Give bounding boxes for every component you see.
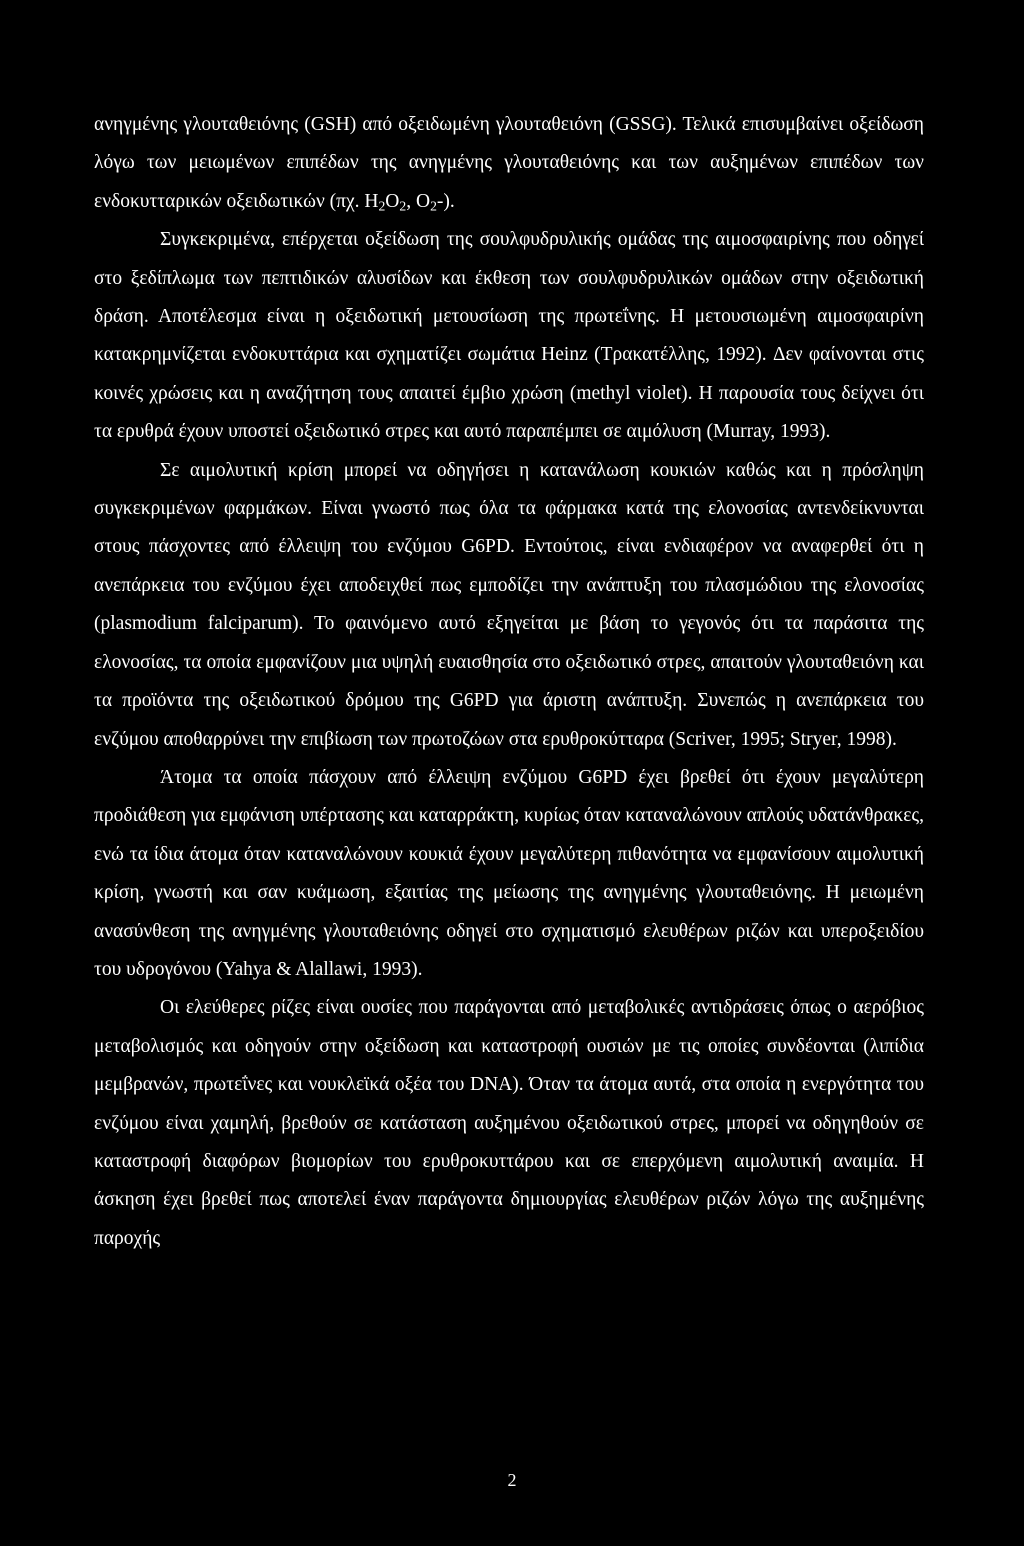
text-segment: O [385, 190, 400, 212]
paragraph-2 [94, 221, 924, 451]
document-body [94, 106, 924, 1258]
paragraph-1 [94, 106, 924, 221]
text-segment: Οι ελεύθερες ρίζες είναι ουσίες που παράγονται από μεταβολικές αντιδράσεις όπως ο αερόβιος μεταβολισμός και οδηγούν στην οξείδωση και καταστροφή ουσιών με τις οποίες συνδέονται (λιπίδια μεμβρανών, πρωτεΐνες και νουκλεϊκά οξέα του DNA). Όταν τα άτομα αυτά, στα οποία η ενεργότητα του ενζύμου είναι χαμηλή, βρεθούν σε κατάσταση αυξημένου οξειδωτικού στρες, μπορεί να οδηγηθούν σε καταστροφή διαφόρων βιομορίων του ερυθροκυττάρου και σε επερχόμενη αιμολυτική αναιμία. Η άσκηση έχει βρεθεί πως αποτελεί έναν παράγοντα δημιουργίας ελευθέρων ριζών λόγω της αυξημένης παροχής [94, 997, 924, 1249]
text-segment: ανηγμένης γλουταθειόνης (GSH) από οξειδωμένη γλουταθειόνη (GSSG). Τελικά επισυμβαίνει οξείδωση λόγω των μειωμένων επιπέδων της ανηγμένης γλουταθειόνης και των αυξημένων επιπέδων των ενδοκυτταρικών οξειδωτικών (πχ. H [94, 114, 924, 212]
subscript-text: 2 [399, 198, 407, 214]
text-segment: Συγκεκριμένα, επέρχεται οξείδωση της σουλφυδρυλικής ομάδας της αιμοσφαιρίνης που οδηγεί στο ξεδίπλωμα των πεπτιδικών αλυσίδων και έκθεση των σουλφυδρυλικών ομάδων στην οξειδωτική δράση. Αποτέλεσμα είναι η οξειδωτική μετουσίωση της πρωτεΐνης. Η μετουσιωμένη αιμοσφαιρίνη κατακρημνίζεται ενδοκυττάρια και σχηματίζει σωμάτια Heinz (Τρακατέλλης, 1992). Δεν φαίνονται στις κοινές χρώσεις και η αναζήτηση τους απαιτεί έμβιο χρώση (methyl violet). Η παρουσία τους δείχνει ότι τα ερυθρά έχουν υποστεί οξειδωτικό στρες και αυτό παραπέμπει σε αιμόλυση (Murray, 1993). [94, 229, 924, 443]
text-segment: Σε αιμολυτική κρίση μπορεί να οδηγήσει η κατανάλωση κουκιών καθώς και η πρόσληψη συγκεκριμένων φαρμάκων. Είναι γνωστό πως όλα τα φάρμακα κατά της ελονοσίας αντενδείκνυνται στους πάσχοντες από έλλειψη του ενζύμου G6PD. Εντούτοις, είναι ενδιαφέρον να αναφερθεί ότι η ανεπάρκεια του ενζύμου έχει αποδειχθεί πως εμποδίζει την ανάπτυξη του πλασμώδιου της ελονοσίας (plasmodium falciparum). Το φαινόμενο αυτό εξηγείται με βάση το γεγονός ότι τα παράσιτα της ελονοσίας, τα οποία εμφανίζουν μια υψηλή ευαισθησία στο οξειδωτικό στρες, απαιτούν γλουταθειόνη και τα προϊόντα της οξειδωτικού δρόμου της G6PD για άριστη ανάπτυξη. Συνεπώς η ανεπάρκεια του ενζύμου αποθαρρύνει την επιβίωση των πρωτοζώων στα ερυθροκύτταρα (Scriver, 1995; Stryer, 1998). [94, 459, 924, 750]
paragraph-5 [94, 989, 924, 1258]
text-segment: -). [436, 190, 455, 212]
subscript-text: 2 [430, 198, 437, 214]
subscript-text: 2 [378, 198, 386, 214]
text-segment: , O [406, 190, 431, 212]
text-segment: Άτομα τα οποία πάσχουν από έλλειψη ενζύμου G6PD έχει βρεθεί ότι έχουν μεγαλύτερη προδιάθεση για εμφάνιση υπέρτασης και καταρράκτη, κυρίως όταν καταναλώνουν απλούς υδατάνθρακες, ενώ τα ίδια άτομα όταν καταναλώνουν κουκιά έχουν μεγαλύτερη πιθανότητα να εμφανίσουν αιμολυτική κρίση, γνωστή και σαν κυάμωση, εξαιτίας της μείωσης της ανηγμένης γλουταθειόνης. Η μειωμένη ανασύνθεση της ανηγμένης γλουταθειόνης οδηγεί στο σχηματισμό ελευθέρων ριζών και υπεροξειδίου του υδρογόνου (Yahya & Alallawi, 1993). [94, 766, 924, 980]
paragraph-4 [94, 759, 924, 989]
page-number: 2 [507, 1470, 517, 1490]
paragraph-3 [94, 452, 924, 759]
